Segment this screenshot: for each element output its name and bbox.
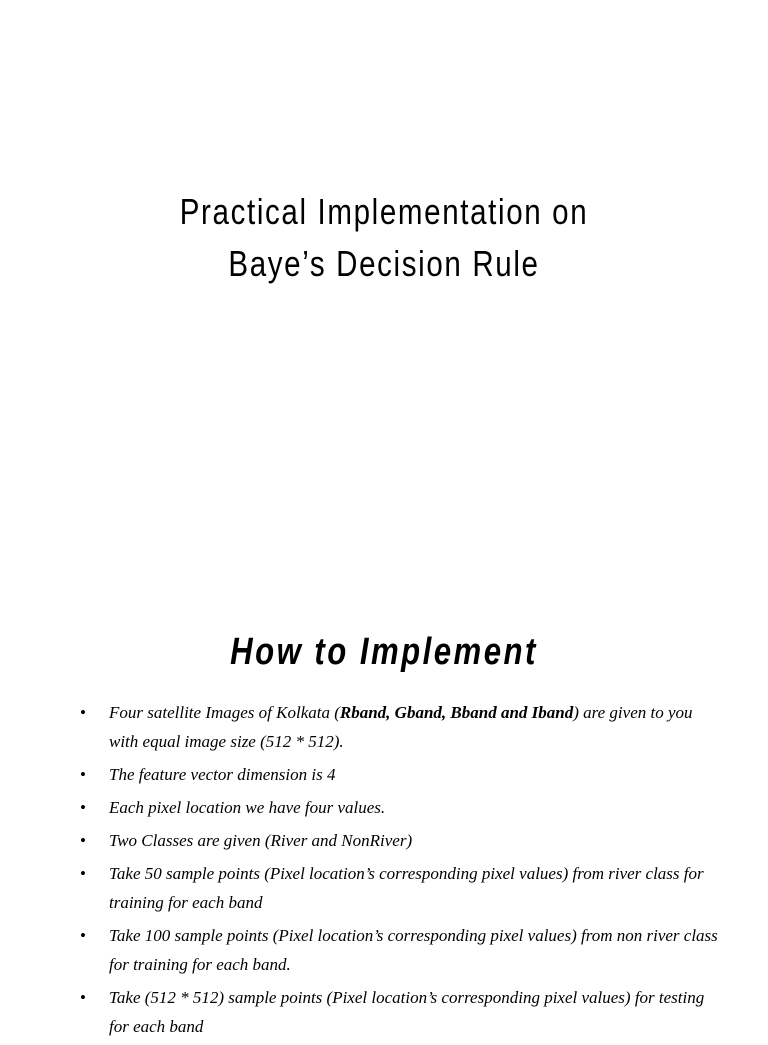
bullet-text: Each pixel location we have four values. — [109, 798, 386, 817]
list-item — [80, 698, 720, 756]
bullet-icon: • — [80, 988, 86, 1007]
bullet-text-bold: Rband, Gband, Bband and Iband — [339, 703, 574, 722]
bullet-text-pre: Four satellite Images of Kolkata ( — [109, 703, 340, 722]
bullet-text-post: ) are given to you with equal image size (512 * 512). — [109, 703, 693, 751]
bullet-text: Two Classes are given (River and NonRiver) — [109, 831, 413, 850]
bullet-icon: • — [80, 703, 86, 722]
bullet-icon: • — [80, 765, 86, 784]
bullet-text: The feature vector dimension is 4 — [109, 765, 336, 784]
list-item — [80, 826, 720, 855]
bullet-text: Take (512 * 512) sample points (Pixel location’s corresponding pixel values) for testing for each band — [109, 988, 705, 1036]
bullet-icon: • — [80, 864, 86, 883]
list-item — [80, 921, 720, 979]
bullet-icon: • — [80, 831, 86, 850]
bullet-list — [80, 698, 720, 1045]
bullet-icon: • — [80, 798, 86, 817]
list-item — [80, 760, 720, 789]
bullet-text: Take 50 sample points (Pixel location’s corresponding pixel values) from river class for training for each band — [109, 864, 704, 912]
list-item — [80, 793, 720, 822]
slide-title-line-2: Baye’s Decision Rule — [228, 243, 540, 284]
section-heading: How to Implement — [230, 631, 538, 673]
list-item — [80, 983, 720, 1041]
bullet-text: Take 100 sample points (Pixel location’s corresponding pixel values) from non river class for training for each band. — [109, 926, 718, 974]
list-item — [80, 859, 720, 917]
bullet-icon: • — [80, 926, 86, 945]
slide-title-line-1: Practical Implementation on — [179, 191, 589, 232]
